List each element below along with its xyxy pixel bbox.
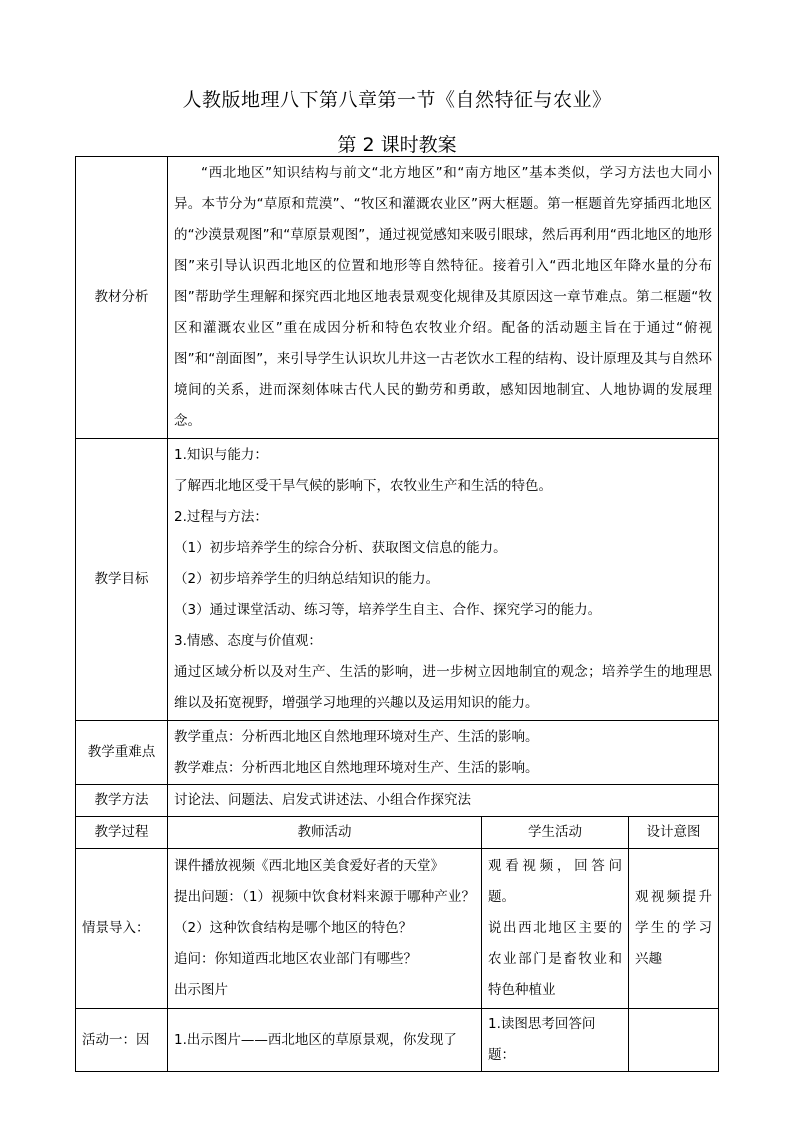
student-line: 观看视频，回答问题。 (488, 858, 622, 905)
document-title: 人教版地理八下第八章第一节《自然特征与农业》 (182, 89, 612, 111)
teaching-goals-content (168, 439, 719, 721)
key-point-line: 教学重点：分析西北地区自然地理环境对生产、生活的影响。 (174, 728, 539, 745)
methods-text: 讨论法、问题法、启发式讲述法、小组合作探究法 (168, 785, 719, 817)
process-header: 教学过程 (76, 817, 168, 849)
methods-label: 教学方法 (76, 785, 168, 817)
stage-cell: 活动一：因 (76, 1009, 168, 1072)
material-analysis-label: 教材分析 (76, 157, 168, 439)
material-analysis-paragraph: “西北地区”知识结构与前文“北方地区”和“南方地区”基本类似，学习方法也大同小异。本节分为“草原和荒漠”、“牧区和灌溉农业区”两大框题。第一框题首先穿插西北地区的“沙漠景观图”和“草原景观图”，通过视觉感知来吸引眼球，然后再利用“西北地区的地形图”来引导认识西北地区的位置和地形等自然特征。接着引入“西北地区年降水量的分布图”帮助学生理解和探究西北地区地表景观变化规律及其原因这一章节难点。第二框题“牧区和灌溉农业区”重在成因分析和特色农牧业介绍。配备的活动题主旨在于通过“俯视图”和“剖面图”，来引导学生认识坎儿井这一古老饮水工程的结构、设计原理及其与自然环境间的关系，进而深刻体味古代人民的勤劳和勇敢，感知因地制宜、人地协调的发展理念。 (174, 165, 713, 429)
design-intent-cell: 观视频提升学生的学习兴趣 (629, 849, 719, 1009)
design-intent-cell (629, 1009, 719, 1072)
goal-line: （2）初步培养学生的归纳总结知识的能力。 (174, 571, 440, 587)
student-activity-cell (482, 849, 629, 1009)
lesson-plan-table (75, 156, 719, 1072)
key-point-line: 教学难点：分析西北地区自然地理环境对生产、生活的影响。 (174, 759, 539, 776)
methods-row (76, 785, 719, 817)
goal-line: 1.知识与能力： (174, 447, 268, 463)
student-line: 说出西北地区主要的农业部门是畜牧业和特色种植业 (488, 920, 622, 998)
design-intent-header: 设计意图 (629, 817, 719, 849)
key-points-content (168, 721, 719, 785)
teaching-goals-row (76, 439, 719, 721)
key-points-label: 教学重难点 (76, 721, 168, 785)
teacher-activity-header: 教师活动 (168, 817, 482, 849)
goal-line: （1）初步培养学生的综合分析、获取图文信息的能力。 (174, 540, 507, 556)
process-header-row (76, 817, 719, 849)
student-activity-cell: 1.读图思考回答问题： (482, 1009, 629, 1072)
key-points-row (76, 721, 719, 785)
teacher-line: 课件播放视频《西北地区美食爱好者的天堂》 (174, 858, 444, 874)
material-analysis-row (76, 157, 719, 439)
teacher-line: 出示图片 (174, 982, 228, 998)
teacher-activity-cell: 1.出示图片——西北地区的草原景观，你发现了 (168, 1009, 482, 1072)
teacher-line: 提出问题：（1）视频中饮食材料来源于哪种产业？（2）这种饮食结构是哪个地区的特色？ (174, 889, 475, 936)
document-subtitle: 第 2 课时教案 (337, 134, 457, 156)
teacher-line: 追问：你知道西北地区农业部门有哪些？ (174, 951, 417, 967)
student-activity-header: 学生活动 (482, 817, 629, 849)
goal-line: 3.情感、态度与价值观： (174, 633, 322, 649)
material-analysis-text (168, 157, 719, 439)
goal-line: （3）通过课堂活动、练习等，培养学生自主、合作、探究学习的能力。 (174, 602, 602, 618)
stage-cell: 情景导入： (76, 849, 168, 1009)
teacher-activity-cell (168, 849, 482, 1009)
goal-line: 通过区域分析以及对生产、生活的影响，进一步树立因地制宜的观念；培养学生的地理思维以及拓宽视野，增强学习地理的兴趣以及运用知识的能力。 (174, 664, 713, 711)
goal-line: 了解西北地区受干旱气候的影响下，农牧业生产和生活的特色。 (174, 478, 552, 494)
goal-line: 2.过程与方法： (174, 509, 268, 525)
intro-row (76, 849, 719, 1009)
activity-one-row (76, 1009, 719, 1072)
teaching-goals-label: 教学目标 (76, 439, 168, 721)
